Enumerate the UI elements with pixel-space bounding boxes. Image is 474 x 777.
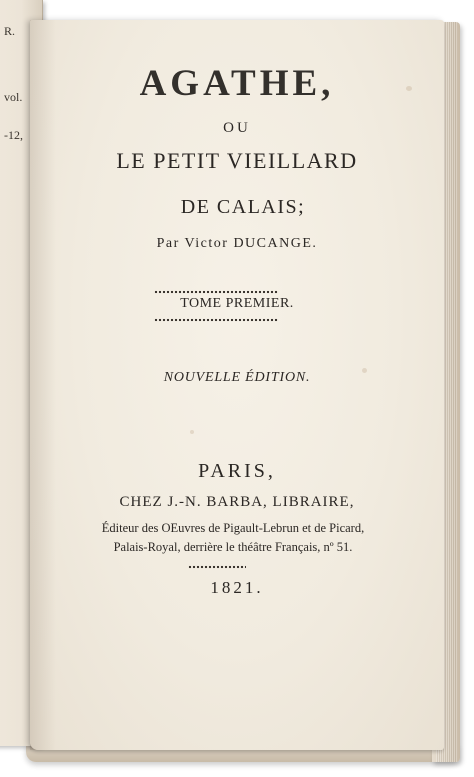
edition-label: NOUVELLE ÉDITION. (163, 370, 311, 385)
title-page (30, 20, 444, 750)
decorative-rule-small (188, 565, 246, 569)
imprint-address-line: Palais-Royal, derrière le théâtre Français, nº 51. (113, 540, 353, 554)
left-page-fragment: R. (4, 24, 16, 38)
imprint-year: 1821. (210, 578, 264, 597)
volume-label: TOME PREMIER. (180, 296, 294, 311)
left-page-fragment: vol. (4, 90, 23, 104)
imprint-city: PARIS, (198, 460, 276, 482)
decorative-rule (154, 318, 278, 322)
author-line: Par Victor DUCANGE. (156, 236, 318, 251)
title-conjunction: OU (223, 120, 251, 136)
book-title: AGATHE, (139, 63, 335, 104)
imprint-publisher: CHEZ J.-N. BARBA, LIBRAIRE, (119, 494, 355, 510)
subtitle-line-1: LE PETIT VIEILLARD (116, 148, 358, 173)
left-page-fragment: -12, (4, 128, 23, 142)
foxing-spot (190, 430, 194, 434)
decorative-rule (154, 290, 278, 294)
imprint-editor-line: Éditeur des OEuvres de Pigault-Lebrun et de Picard, (101, 521, 365, 535)
subtitle-line-2: DE CALAIS; (180, 196, 306, 218)
